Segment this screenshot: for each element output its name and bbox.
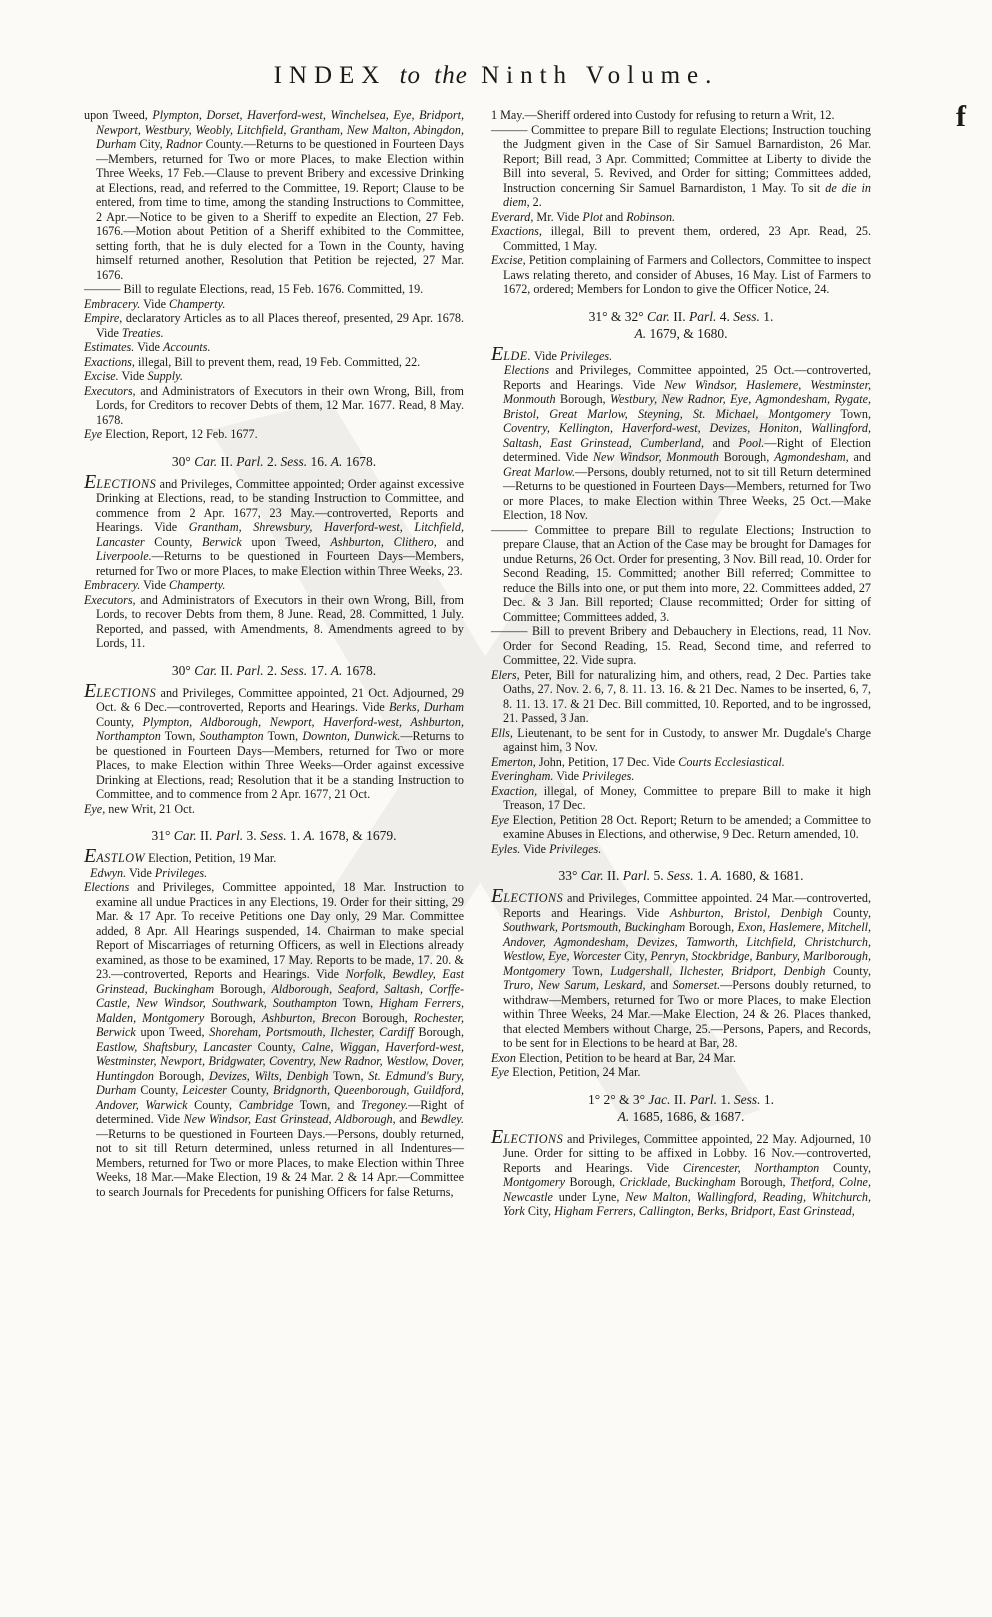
index-entry: Exon Election, Petition to be heard at Bar, 24 Mar.: [491, 1050, 736, 1065]
index-entry-dropcap: ELECTIONS and Privileges, Committee appointed. 24 Mar.—controverted, Reports and Hearings. Vide Ashburton, Bristol, Denbigh County, Southwark, Portsmouth, Buckingham Borough, Exon, Haslemere, Mitchell, Andover, Agmondesham, Devizes, Tamworth, Litchfield, Christchurch, Westlow, Eye, Worcester City, Penryn, Stockbridge, Banbury, Marlborough, Montgomery Town, Ludgershall, Ilchester, Bridport, Denbigh County, Truro, New Sarum, Leskard, and Somerset.—Persons doubly returned, to withdraw—Members, returned for Two or more Places, to make Election within Three Weeks, 24 Mar.—Make Election, 24 & 26. Places thanked, that elected Members without Charge, 25.—Persons, Papers, and Records, to be sent for in Elections to be heard at Bar, 28.: [491, 885, 871, 1050]
index-entry: ——— Bill to prevent Bribery and Debauchery in Elections, read, 11 Nov. Order for Second Reading, 15. Read, Second time, and referred to Committee, 22. Vide supra.: [491, 624, 871, 667]
index-entry: Empire, declaratory Articles as to all Places thereof, presented, 29 Apr. 1678. Vide Treaties.: [84, 311, 464, 340]
index-entry: Exactions, illegal, Bill to prevent them, ordered, 23 Apr. Read, 25. Committed, 1 May.: [491, 224, 871, 253]
index-entry: ——— Committee to prepare Bill to regulate Elections; Instruction to prepare Clause, that an Action of the Case may be brought for Damages for undue Returns, 26 Oct. Order for presenting, 3 Nov. Bill read, 10. Order for Second Reading, 15. Committed; another Bill referred; Committee to reduce the Bills into one, or put them into more, 22. Committees added, 27 Dec. & 3 Jan. Bill reported; Clause recommitted; Order for sitting of Committee; Committees added, 3.: [491, 522, 871, 624]
section-heading: 1° 2° & 3° Jac. II. Parl. 1. Sess. 1. A. 1685, 1686, & 1687.: [587, 1091, 775, 1124]
index-entry: Embracery. Vide Champerty.: [84, 578, 226, 592]
header-index: INDEX: [273, 62, 387, 89]
header-to: to: [399, 62, 422, 89]
index-entry: Estimates. Vide Accounts.: [84, 340, 211, 354]
index-entry: Embracery. Vide Champerty.: [84, 296, 226, 311]
index-entry-dropcap: ELECTIONS and Privileges, Committee appointed, 22 May. Adjourned, 10 June. Order for sitting to be affixed in Lobby. 16 Nov.—controverted, Reports and Hearings. Vide Cirencester, Northampton County, Montgomery Borough, Cricklade, Buckingham Borough, Thetford, Colne, Newcastle under Lyne, New Malton, Wallingford, Reading, Whitchurch, York City, Higham Ferrers, Callington, Berks, Bridport, East Grinstead,: [491, 1125, 871, 1218]
index-entry: 1 May.—Sheriff ordered into Custody for refusing to return a Writ, 12.: [491, 108, 835, 122]
section-heading: 30° Car. II. Parl. 2. Sess. 17. A. 1678.: [171, 662, 377, 678]
index-entry: Elections and Privileges, Committee appointed, 25 Oct.—controverted, Reports and Hearings. Vide New Windsor, Haslemere, Westminster, Monmouth Borough, Westbury, New Radnor, Eye, Agmondesham, Rygate, Bristol, Great Marlow, Steyning, St. Michael, Montgomery Town, Coventry, Kellington, Haverford-west, Devizes, Honiton, Wallingford, Saltash, East Grinstead, Cumberland, and Pool.—Right of Election determined. Vide New Windsor, Monmouth Borough, Agmondesham, and Great Marlow.—Persons, doubly returned, not to sit till Return determined—Returns to be questioned in Fourteen Days—Members, returned for Two or more Places, to make Election within Three Weeks, 25 Oct.—Make Election, 18 Nov.: [503, 363, 871, 522]
index-entry: ——— Bill to regulate Elections, read, 15 Feb. 1676. Committed, 19.: [84, 282, 424, 296]
index-entry: ——— Committee to prepare Bill to regulate Elections; Instruction touching the Judgment given in the Case of Sir Samuel Barnardiston, 26 Mar. Report; Bill read, 3 Apr. Committed; Committee at Liberty to divide the Bill into several, 5. Revived, and Order for sitting; Committees added, Instruction concerning Sir Samuel Barnardiston, 1 May. To sit de die in diem, 2.: [491, 122, 871, 209]
index-entry: Excise. Vide Supply.: [84, 369, 183, 383]
index-entry-dropcap: ELDE. Vide Privileges.: [491, 342, 613, 365]
margin-mark: f: [956, 100, 966, 133]
section-heading: 31° & 32° Car. II. Parl. 4. Sess. 1. A. 1679, & 1680.: [588, 308, 774, 341]
index-entry-dropcap: EASTLOW Election, Petition, 19 Mar.: [84, 845, 277, 867]
index-entry: upon Tweed, Plympton, Dorset, Haverford-west, Winchelsea, Eye, Bridport, Newport, Westbury, Weobly, Litchfield, Grantham, New Malton, Abingdon, Durham City, Radnor County.—Returns to be questioned in Fourteen Days—Members, returned for Two or more Places, to make Election within Three Weeks, 17 Feb.—Clause to prevent Bribery and excessive Drinking at Elections, read, and referred to the Committee, 19. Report; Clause to be entered, from time to time, among the standing Instructions to Committee, 2 Apr.—Notice to be given to a Sheriff to expedite an Election, 27 Feb. 1676.—Motion about Petition of a Sheriff exhibited to the Committee, setting forth, that he is duly elected for a Town in the County, having himself returned another, Resolution that Petition be rejected, 27 Mar. 1676.: [84, 108, 464, 282]
index-entry: Executors, and Administrators of Executors in their own Wrong, Bill, from Lords, for Creditors to recover Debts of them, 12 Mar. 1677. Read, 8 May. 1678.: [84, 383, 464, 427]
section-heading: 33° Car. II. Parl. 5. Sess. 1. A. 1680, & 1681.: [558, 868, 804, 883]
index-entry: Eye, new Writ, 21 Oct.: [84, 801, 195, 816]
index-entry: Executors, and Administrators of Executors in their own Wrong, Bill, from Lords, to recover Debts from them, 8 June. Read, 28. Committed, 1 July. Reported, and passed, with Amendments, 8. Amendments agreed to by Lords, 11.: [84, 592, 464, 650]
index-entry-dropcap: ELECTIONS and Privileges, Committee appointed, 21 Oct. Adjourned, 29 Oct. & 6 Dec.—controverted, Reports and Hearings. Vide Berks, Durham County, Plympton, Aldborough, Newport, Haverford-west, Ashburton, Northampton Town, Southampton Town, Downton, Dunwick.—Returns to be questioned in Fourteen Days—Members, returned for Two or more Places, to make Election within Three Weeks—Order against excessive Drinking at Elections, read; Resolution that it be a standing Instruction to Committee, and to commence from 2 Apr. 1677, 21 Oct.: [84, 679, 465, 801]
index-entry: Everard, Mr. Vide Plot and Robinson.: [491, 209, 676, 224]
right-column: [491, 108, 871, 1219]
index-entry: Eye Election, Report, 12 Feb. 1677.: [84, 427, 258, 441]
index-entry: Elections and Privileges, Committee appointed, 18 Mar. Instruction to examine all undue Practices in any Elections, 19. Order for their sitting, 29 Mar. & 17 Apr. To receive Petitions one Day only, 29 Mar. Committee added, 8 Apr. All Hearings suspended, 14. Chairman to make special Report of Miscarriages of returning Officers, as well in Elections already examined, as those to be examined, 17 May. Reports to be made, 17. 20. & 23.—controverted, Reports and Hearings. Vide Norfolk, Bewdley, East Grinstead, Buckingham Borough, Aldborough, Seaford, Saltash, Corffe-Castle, New Windsor, Southwark, Southampton Town, Higham Ferrers, Malden, Montgomery Borough, Ashburton, Brecon Borough, Rochester, Berwick upon Tweed, Shoreham, Portsmouth, Ilchester, Cardiff Borough, Eastlow, Shaftsbury, Lancaster County, Calne, Wiggan, Haverford-west, Westminster, Newport, Bridgwater, Coventry, New Radnor, Westlow, Dover, Huntingdon Borough, Devizes, Wilts, Denbigh Town, St. Edmund's Bury, Durham County, Leicester County, Bridgnorth, Queenborough, Guildford, Andover, Warwick County, Cambridge Town, and Tregoney.—Right of determined. Vide New Windsor, East Grinstead, Aldborough, and Bewdley.—Returns to be questioned in Fourteen Days.—Persons, doubly returned, not to sit till Return determined, unless returned in all Indentures—Members, returned for Two or more Places, to make Election within Three Weeks, 18 Mar.—Make Election, 19 & 24 Mar. 2 & 14 Apr.—Committee to search Journals for Precedents for punishing Officers for false Returns,: [84, 880, 465, 1199]
index-entry: Excise, Petition complaining of Farmers and Collectors, Committee to inspect Laws relating thereto, and consider of Abuses, 16 May. List of Farmers to 1672, ordered; Members for London to give the Officer Notice, 24.: [491, 253, 871, 296]
index-entry: Eye Election, Petition, 24 Mar.: [491, 1065, 641, 1079]
index-entry: Eye Election, Petition 28 Oct. Report; Return to be amended; a Committee to examine Abuses in Elections, and otherwise, 9 Dec. Return amended, 10.: [491, 812, 871, 841]
index-entry: Elers, Peter, Bill for naturalizing him, and others, read, 2 Dec. Parties take Oaths, 27. Nov. 2. 6, 7, 8. 11. 13. 16. & 21 Dec. Names to be inserted, 6, 7, 8. 11. 13. 17. & 21 Dec. Bill committed, 10. Reported, and to be ingrossed, 21. Passed, 3 Jan.: [491, 667, 871, 725]
index-entry: Everingham. Vide Privileges.: [491, 769, 635, 783]
index-entry: Exaction, illegal, of Money, Committee to prepare Bill to make it high Treason, 17 Dec.: [491, 783, 871, 812]
index-entry: Edwyn. Vide Privileges.: [90, 865, 208, 880]
header-volume: Ninth Volume.: [481, 62, 719, 89]
index-entry: Eyles. Vide Privileges.: [491, 841, 602, 856]
index-entry: Emerton, John, Petition, 17 Dec. Vide Courts Ecclesiastical.: [491, 754, 785, 769]
header-the: the: [434, 62, 468, 89]
index-entry-dropcap: ELECTIONS and Privileges, Committee appointed; Order against excessive Drinking at Elections, read, to be standing Instruction to Committee, and commence from 2 Apr. 1677, 23 May.—controverted, Reports and Hearings. Vide Grantham, Shrewsbury, Haverford-west, Litchfield, Lancaster County, Berwick upon Tweed, Ashburton, Clithero, and Liverpoole.—Returns to be questioned in Fourteen Days—Members, returned for Two or more Places, to make Election within Three Weeks, 23.: [84, 470, 464, 578]
section-heading: 31° Car. II. Parl. 3. Sess. 1. A. 1678, & 1679.: [151, 828, 397, 843]
index-entry: Exactions, illegal, Bill to prevent them, read, 19 Feb. Committed, 22.: [84, 354, 421, 369]
index-entry: Ells, Lieutenant, to be sent for in Custody, to answer Mr. Dugdale's Charge against him, 3 Nov.: [491, 725, 871, 754]
section-heading: 30° Car. II. Parl. 2. Sess. 16. A. 1678.: [171, 453, 377, 469]
left-column: [84, 108, 464, 1199]
page-header: [0, 62, 992, 90]
